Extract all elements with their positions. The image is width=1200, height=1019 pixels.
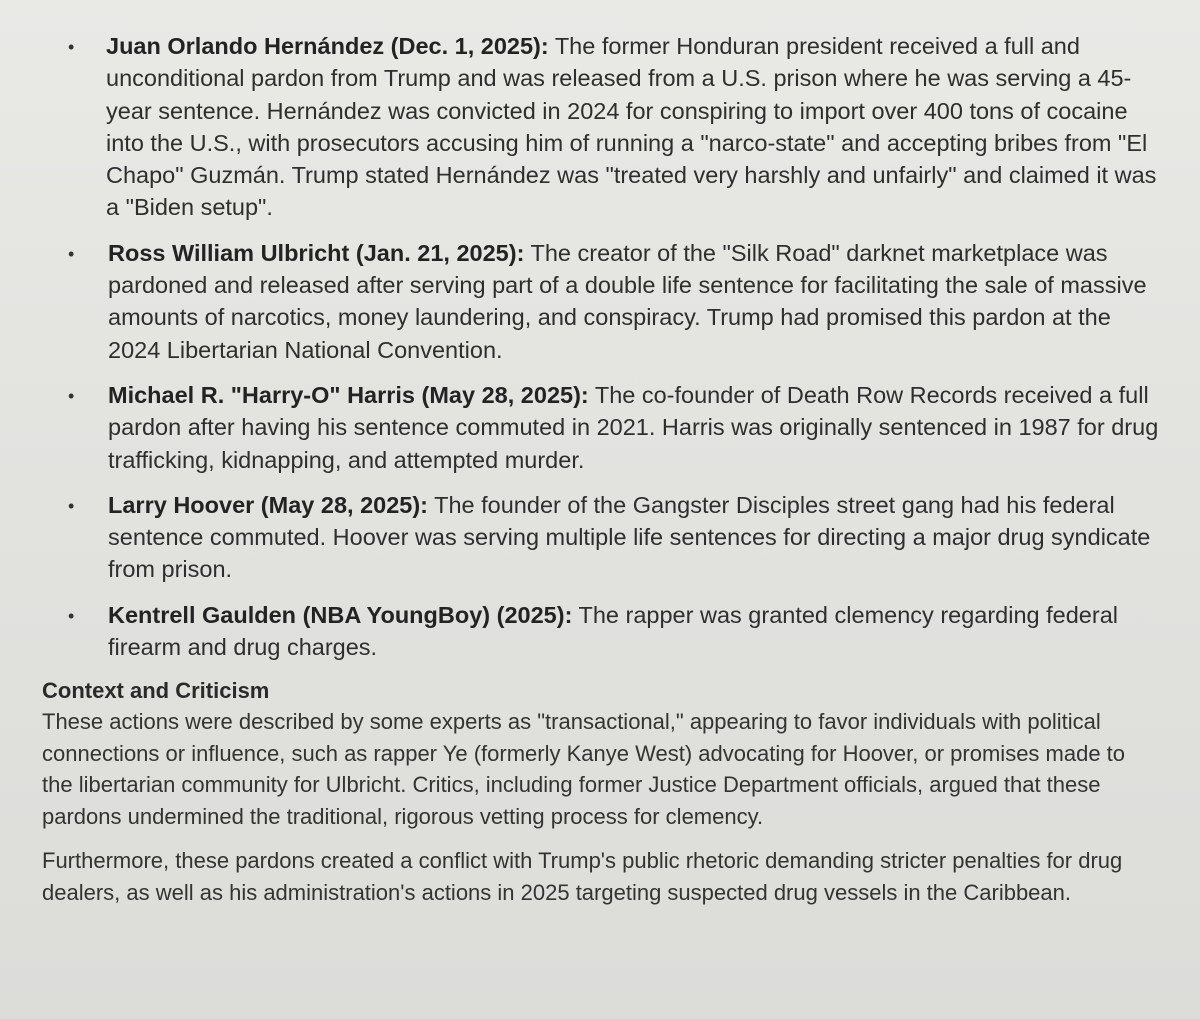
bullet-icon: • [68, 605, 75, 626]
entry-name: Michael R. "Harry-O" Harris (May 28, 2025): [108, 381, 589, 408]
context-paragraph-1: These actions were described by some experts as "transactional," appearing to favor individuals with political connections or influence, such as rapper Ye (formerly Kanye West) advocating for Hoover, or promises made to the libertarian community for Ulbricht. Critics, including former Justice Department officials, argued that these pardons undermined the traditional, rigorous vetting process for clemency. [42, 709, 1126, 829]
entry-name: Ross William Ulbricht (Jan. 21, 2025): [108, 239, 525, 266]
entry-name: Juan Orlando Hernández (Dec. 1, 2025): [106, 33, 549, 59]
pardon-list [40, 30, 1160, 663]
context-paragraph-2: Furthermore, these pardons created a conflict with Trump's public rhetoric demanding stricter penalties for drug dealers, as well as his administration's actions in 2025 targeting suspected drug vessels in the Caribbean. [42, 848, 1123, 905]
bullet-icon: • [68, 495, 75, 516]
section-heading: Context and Criticism [42, 678, 270, 704]
bullet-icon: • [68, 243, 75, 264]
list-item [40, 30, 1160, 224]
entry-text: The co-founder of Death Row Records received a full pardon after having his sentence commuted in 2021. Harris was originally sentenced in 1987 for drug trafficking, kidnapping, and attempted murder. [108, 381, 1159, 473]
entry-name: Kentrell Gaulden (NBA YoungBoy) (2025): [108, 601, 573, 628]
entry-name: Larry Hoover (May 28, 2025): [108, 491, 429, 518]
entry-text: The founder of the Gangster Disciples street gang had his federal sentence commuted. Hoover was serving multiple life sentences for directing a major drug syndicate from prison. [108, 491, 1151, 583]
list-item [40, 379, 1160, 476]
bullet-icon: • [68, 37, 75, 57]
list-item [40, 237, 1160, 366]
bullet-icon: • [68, 385, 75, 406]
list-item [40, 599, 1160, 664]
entry-text: The creator of the "Silk Road" darknet marketplace was pardoned and released after serving part of a double life sentence for facilitating the sale of massive amounts of narcotics, money laundering, and conspiracy. Trump had promised this pardon at the 2024 Libertarian National Convention. [108, 239, 1147, 363]
entry-text: The former Honduran president received a full and unconditional pardon from Trump and was released from a U.S. prison where he was serving a 45-year sentence. Hernández was convicted in 2024 for conspiring to import over 400 tons of cocaine into the U.S., with prosecutors accusing him of running a "narco-state" and accepting bribes from "El Chapo" Guzmán. Trump stated Hernández was "treated very harshly and unfairly" and claimed it was a "Biden setup". [106, 33, 1157, 221]
list-item [40, 489, 1160, 586]
entry-text: The rapper was granted clemency regarding federal firearm and drug charges. [108, 601, 1118, 661]
